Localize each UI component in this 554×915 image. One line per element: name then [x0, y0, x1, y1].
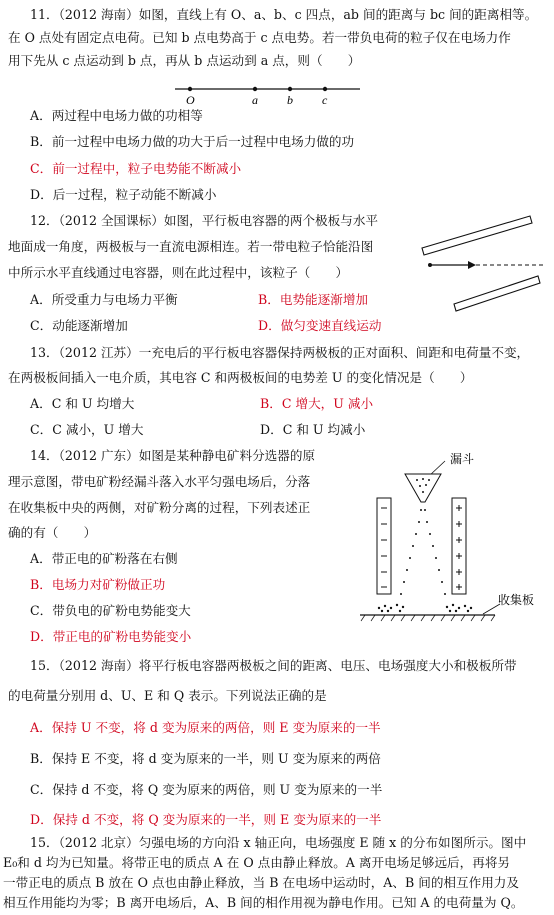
q14-option-a: A．带正电的矿粉落在右侧	[30, 551, 178, 566]
funnel-label: 漏斗	[450, 452, 475, 466]
q13-option-b: B．C 增大，U 减小	[260, 396, 374, 411]
q13-line-1: 13．（2012 江苏）一充电后的平行板电容器保持两极板的正对面积、间距和电荷量不变，	[30, 345, 530, 360]
q11-option-c: C．前一过程中，粒子电势能不断减小	[30, 161, 242, 176]
q15a-option-c: C．保持 d 不变，将 Q 变为原来的两倍，则 U 变为原来的一半	[30, 782, 383, 797]
label-c: c	[322, 93, 328, 107]
q15a-option-b: B．保持 E 不变，将 d 变为原来的一半，则 U 变为原来的两倍	[30, 751, 381, 766]
q11-option-d: D．后一过程，粒子动能不断减小	[30, 187, 217, 202]
q12-line-2: 地面成一角度，两极板与一直流电源相连。若一带电粒子恰能沿图	[8, 239, 374, 254]
q14-line-1: 14．（2012 广东）如图是某种静电矿料分选器的原	[30, 448, 316, 463]
q15b-line-2: E₀和 d 均为已知量。将带正电的质点 A 在 O 点由静止释放。A 离开电场足够远后，再将另	[3, 855, 511, 870]
q15b-line-4: 相互作用能均为零；B 离开电场后，A、B 间的相作用视为静电作用。已知 A 的电荷量为 Q。	[3, 895, 524, 910]
label-b: b	[287, 93, 293, 107]
q14-option-d: D．带正电的矿粉电势能变小	[30, 629, 192, 644]
q13-option-c: C．C 减小，U 增大	[30, 422, 144, 437]
q11-line-2: 在 O 点处有固定点电荷。已知 b 点电势高于 c 点电势。若一带负电荷的粒子仅在电场力作	[8, 30, 511, 45]
upper-plate	[422, 216, 532, 255]
q11-line-1: 11．（2012 海南）如图，直线上有 O、a、b、c 四点，ab 间的距离与 bc 间的距离相等。	[30, 7, 538, 22]
point-o	[188, 87, 192, 91]
arrow-head	[468, 261, 476, 269]
q14-line-4: 确的有（ ）	[8, 525, 97, 540]
left-plate-negative	[377, 498, 391, 594]
q12-line-3: 中所示水平直线通过电容器，则在此过程中，该粒子（ ）	[8, 265, 349, 280]
q11-option-b: B．前一过程中电场力做的功大于后一过程中电场力做的功	[30, 134, 355, 149]
q12-option-b: B．电势能逐渐增加	[258, 292, 369, 307]
q15a-option-d: D．保持 d 不变，将 Q 变为原来的一半，则 E 变为原来的一半	[30, 812, 382, 827]
q11-line-figure	[170, 80, 370, 108]
q15b-line-3: 一带正电的质点 B 放在 O 点也由静止释放，当 B 在电场中运动时，A、B 间的相互作用力及	[3, 875, 519, 890]
q11-option-a: A．两过程中电场力做的功相等	[30, 108, 203, 123]
point-a	[253, 87, 257, 91]
collected-powder	[378, 604, 472, 612]
q12-capacitor-figure	[420, 212, 548, 312]
q15a-line-1: 15．（2012 海南）将平行板电容器两极板之间的距离、电压、电场强度大小和极板所带	[30, 658, 517, 673]
q14-option-b: B．电场力对矿粉做正功	[30, 577, 166, 592]
point-c	[323, 87, 327, 91]
q14-separator-figure	[355, 450, 550, 630]
q15a-option-a: A．保持 U 不变，将 d 变为原来的两倍，则 E 变为原来的一半	[30, 720, 381, 735]
q15a-line-2: 的电荷量分别用 d、U、E 和 Q 表示。下列说法正确的是	[8, 688, 327, 703]
q11-line-3: 用下先从 c 点运动到 b 点，再从 b 点运动到 a 点，则（ ）	[8, 53, 361, 68]
plate-hatching	[361, 615, 495, 621]
q12-line-1: 12．（2012 全国课标）如图，平行板电容器的两个极板与水平	[30, 213, 379, 228]
q12-option-d: D．做匀变速直线运动	[258, 318, 382, 333]
right-plate-positive	[452, 498, 466, 594]
q12-option-a: A．所受重力与电场力平衡	[30, 292, 178, 307]
plate-label: 收集板	[498, 593, 535, 607]
q12-option-c: C．动能逐渐增加	[30, 318, 128, 333]
label-o: O	[186, 93, 195, 107]
q13-line-2: 在两极板间插入一电介质，其电容 C 和两极板间的电势差 U 的变化情况是（ ）	[8, 370, 473, 385]
q13-option-a: A．C 和 U 均增大	[30, 396, 135, 411]
falling-powder-streams	[400, 509, 446, 595]
point-b	[288, 87, 292, 91]
label-a: a	[252, 93, 258, 107]
q14-option-c: C．带负电的矿粉电势能变大	[30, 603, 191, 618]
lower-plate	[454, 276, 540, 311]
q13-option-d: D．C 和 U 均减小	[260, 422, 366, 437]
q14-line-2: 理示意图，带电矿粉经漏斗落入水平匀强电场后，分落	[8, 474, 311, 489]
q15b-line-1: 15．（2012 北京）匀强电场的方向沿 x 轴正向，电场强度 E 随 x 的分布如图所示。图中	[30, 835, 527, 850]
q14-line-3: 在收集板中央的两侧，对矿粉分离的过程，下列表述正	[8, 500, 311, 515]
